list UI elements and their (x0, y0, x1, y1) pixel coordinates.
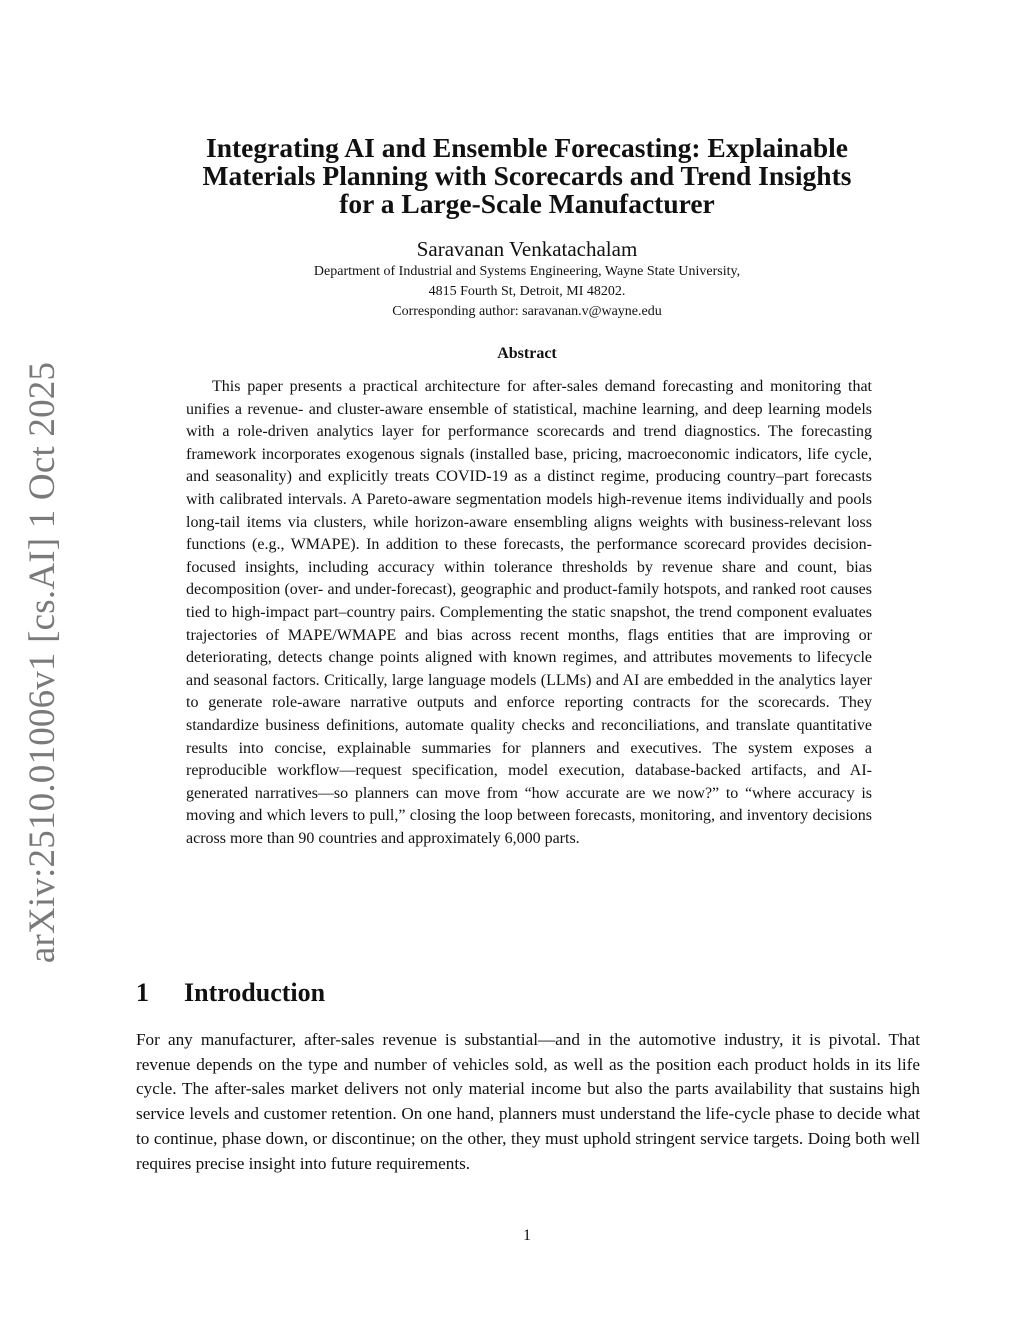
author-affiliation (120, 262, 934, 322)
arxiv-identifier: arXiv:2510.01006v1 [cs.AI] 1 Oct 2025 (22, 361, 64, 964)
affiliation-address: 4815 Fourth St, Detroit, MI 48202. (428, 284, 626, 299)
paper-title (120, 134, 934, 218)
corresponding-author: Corresponding author: saravanan.v@wayne.edu (392, 304, 662, 319)
section-title: Introduction (184, 978, 326, 1007)
section-heading-introduction (136, 976, 325, 1010)
affiliation-department: Department of Industrial and Systems Engineering, Wayne State University, (313, 264, 741, 279)
abstract-body: This paper presents a practical architecture for after-sales demand forecasting and monitoring that unifies a revenue- and cluster-aware ensemble of statistical, machine learning, and deep learning models with a role-driven analytics layer for performance scorecards and trend diagnostics. The forecasting framework incorporates exogenous signals (installed base, pricing, macroeconomic indicators, life cycle, and seasonality) and explicitly treats COVID-19 as a distinct regime, producing country–part forecasts with calibrated intervals. A Pareto-aware segmentation models high-revenue items individually and pools long-tail items via clusters, while horizon-aware ensembling aligns weights with business-relevant loss functions (e.g., WMAPE). In addition to these forecasts, the performance scorecard provides decision-focused insights, including accuracy within tolerance thresholds by revenue share and count, bias decomposition (over- and under-forecast), geographic and product-family hotspots, and ranked root causes tied to high-impact part–country pairs. Complementing the static snapshot, the trend component evaluates trajectories of MAPE/WMAPE and bias across recent months, flags entities that are improving or deteriorating, detects change points aligned with known regimes, and attributes movements to lifecycle and seasonal factors. Critically, large language models (LLMs) and AI are embedded in the analytics layer to generate role-aware narrative outputs and enforce reporting contracts for the scorecards. They standardize business definitions, automate quality checks and reconciliations, and translate quantitative results into concise, explainable summaries for planners and executives. The system exposes a reproducible workflow—request specification, model execution, database-backed artifacts, and AI-generated narratives—so planners can move from “how accurate are we now?” to “where accuracy is moving and which levers to pull,” closing the loop between forecasts, monitoring, and inventory decisions across more than 90 countries and approximately 6,000 parts. (186, 378, 872, 847)
abstract-heading: Abstract (497, 345, 557, 362)
page-number: 1 (523, 1227, 531, 1244)
title-line-3: for a Large-Scale Manufacturer (339, 188, 715, 219)
title-line-2: Materials Planning with Scorecards and Trend Insights (202, 160, 852, 191)
author-name: Saravanan Venkatachalam (416, 237, 638, 261)
introduction-paragraph: For any manufacturer, after-sales revenue is substantial—and in the automotive industry, it is pivotal. That revenue depends on the type and number of vehicles sold, as well as the position each product holds in its life cycle. The after-sales market delivers not only material income but also the parts availability that sustains high service levels and customer retention. On one hand, planners must understand the life-cycle phase to decide what to continue, phase down, or discontinue; on the other, they must uphold stringent service targets. Doing both well requires precise insight into future requirements. (136, 1030, 920, 1173)
arxiv-side-stamp (18, 361, 68, 964)
section-number: 1 (136, 978, 149, 1007)
title-line-1: Integrating AI and Ensemble Forecasting: Explainable (206, 132, 848, 163)
